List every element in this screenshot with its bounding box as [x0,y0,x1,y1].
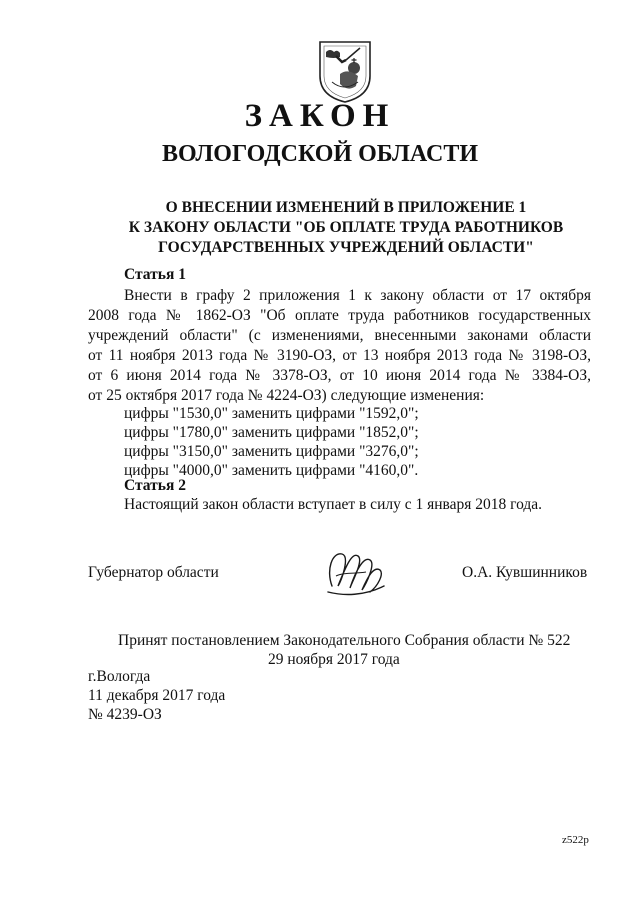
article-1-line: учреждений области" (с изменениями, внесенными законами области [88,327,591,344]
law-heading [80,198,612,258]
document-title: ЗАКОН [244,98,396,134]
article-1-line: от 6 июня 2014 года № 3378-ОЗ, от 10 июня 2014 года № 3384-ОЗ, [88,367,591,384]
law-number: № 4239-ОЗ [88,706,162,723]
article-1-text [88,286,591,406]
heading-line: К ЗАКОНУ ОБЛАСТИ "ОБ ОПЛАТЕ ТРУДА РАБОТНИКОВ [128,219,564,236]
list-item: цифры "3150,0" заменить цифрами "3276,0"; [124,443,419,460]
city: г.Вологда [88,668,151,685]
list-item: цифры "4000,0" заменить цифрами "4160,0". [124,462,419,479]
signatory-name: О.А. Кувшинников [462,564,588,581]
document-code: z522p [562,834,589,846]
article-1-line: от 11 ноября 2013 года № 3190-ОЗ, от 13 ноября 2013 года № 3198-ОЗ, [88,347,591,364]
adoption-line: Принят постановлением Законодательного Собрания области № 522 [118,632,571,649]
article-1-line: 2008 года № 1862-ОЗ "Об оплате труда работников государственных [88,307,591,324]
adoption-date: 29 ноября 2017 года [268,651,400,668]
vologda-coat-of-arms-icon [316,38,374,104]
signatory-position: Губернатор области [88,564,219,581]
document-subtitle: ВОЛОГОДСКОЙ ОБЛАСТИ [161,141,479,167]
list-item: цифры "1530,0" заменить цифрами "1592,0"; [124,405,419,422]
sign-date: 11 декабря 2017 года [88,687,226,704]
article-1-line: от 25 октября 2017 года № 4224-ОЗ) следующие изменения: [88,387,485,404]
list-item: цифры "1780,0" заменить цифрами "1852,0"; [124,424,419,441]
article-1-line: Внести в графу 2 приложения 1 к закону области от 17 октября [124,287,591,304]
article-2-text: Настоящий закон области вступает в силу с 1 января 2018 года. [124,496,543,513]
heading-line: О ВНЕСЕНИИ ИЗМЕНЕНИЙ В ПРИЛОЖЕНИЕ 1 [165,199,527,216]
signature-icon [322,546,388,600]
changes-list [124,404,419,480]
article-2-title: Статья 2 [124,477,186,494]
article-1-title: Статья 1 [124,266,186,283]
heading-line: ГОСУДАРСТВЕННЫХ УЧРЕЖДЕНИЙ ОБЛАСТИ" [158,239,534,256]
